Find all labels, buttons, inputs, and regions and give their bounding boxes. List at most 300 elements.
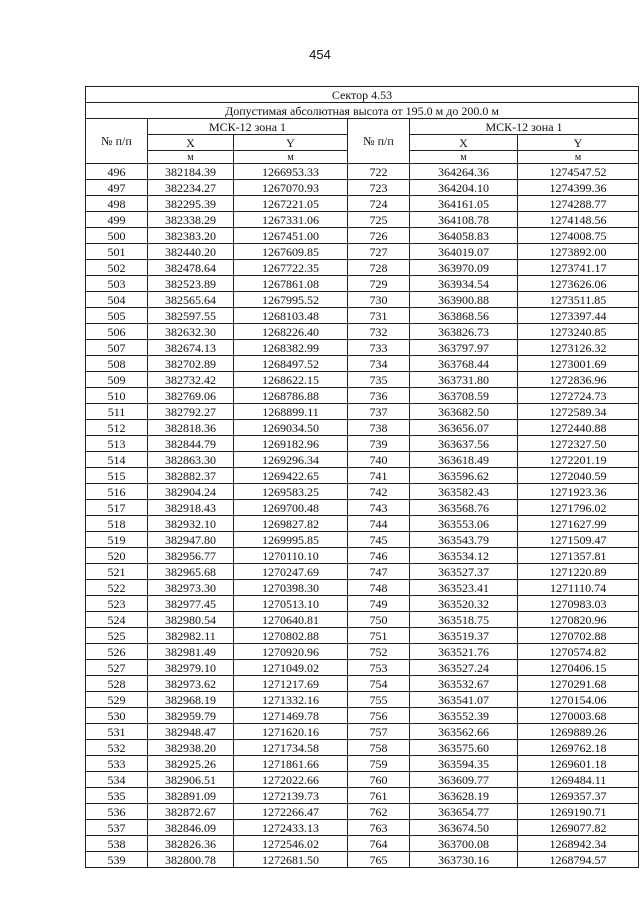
cell-y-coordinate: 1272724.73 xyxy=(518,388,639,404)
cell-point-number: 742 xyxy=(348,484,410,500)
cell-x-coordinate: 363609.77 xyxy=(410,772,518,788)
cell-x-coordinate: 363543.79 xyxy=(410,532,518,548)
cell-x-coordinate: 363534.12 xyxy=(410,548,518,564)
cell-x-coordinate: 364058.83 xyxy=(410,228,518,244)
cell-point-number: 520 xyxy=(86,548,148,564)
x-header-right: X xyxy=(410,135,518,151)
cell-point-number: 723 xyxy=(348,180,410,196)
cell-x-coordinate: 382906.51 xyxy=(148,772,234,788)
cell-y-coordinate: 1271469.78 xyxy=(234,708,348,724)
cell-x-coordinate: 382565.64 xyxy=(148,292,234,308)
x-header-left: X xyxy=(148,135,234,151)
cell-y-coordinate: 1267609.85 xyxy=(234,244,348,260)
cell-y-coordinate: 1270003.68 xyxy=(518,708,639,724)
cell-point-number: 729 xyxy=(348,276,410,292)
cell-point-number: 509 xyxy=(86,372,148,388)
table-row xyxy=(86,372,639,388)
cell-y-coordinate: 1272266.47 xyxy=(234,804,348,820)
cell-point-number: 732 xyxy=(348,324,410,340)
cell-y-coordinate: 1270574.82 xyxy=(518,644,639,660)
cell-point-number: 749 xyxy=(348,596,410,612)
cell-x-coordinate: 363541.07 xyxy=(410,692,518,708)
cell-y-coordinate: 1272440.88 xyxy=(518,420,639,436)
cell-x-coordinate: 382979.10 xyxy=(148,660,234,676)
cell-x-coordinate: 364264.36 xyxy=(410,164,518,180)
cell-y-coordinate: 1271217.69 xyxy=(234,676,348,692)
cell-x-coordinate: 382977.45 xyxy=(148,596,234,612)
cell-point-number: 533 xyxy=(86,756,148,772)
cell-x-coordinate: 382925.26 xyxy=(148,756,234,772)
cell-point-number: 502 xyxy=(86,260,148,276)
cell-point-number: 532 xyxy=(86,740,148,756)
cell-y-coordinate: 1269762.18 xyxy=(518,740,639,756)
cell-point-number: 500 xyxy=(86,228,148,244)
cell-y-coordinate: 1272139.73 xyxy=(234,788,348,804)
cell-y-coordinate: 1267331.06 xyxy=(234,212,348,228)
cell-x-coordinate: 363520.32 xyxy=(410,596,518,612)
cell-point-number: 497 xyxy=(86,180,148,196)
cell-point-number: 517 xyxy=(86,500,148,516)
unit-x-right: м xyxy=(410,151,518,164)
cell-y-coordinate: 1269077.82 xyxy=(518,820,639,836)
cell-x-coordinate: 382846.09 xyxy=(148,820,234,836)
cell-y-coordinate: 1270920.96 xyxy=(234,644,348,660)
cell-y-coordinate: 1271861.66 xyxy=(234,756,348,772)
cell-point-number: 750 xyxy=(348,612,410,628)
cell-y-coordinate: 1268942.34 xyxy=(518,836,639,852)
cell-point-number: 539 xyxy=(86,852,148,868)
cell-y-coordinate: 1267722.35 xyxy=(234,260,348,276)
cell-x-coordinate: 382826.36 xyxy=(148,836,234,852)
cell-point-number: 744 xyxy=(348,516,410,532)
cell-x-coordinate: 382973.30 xyxy=(148,580,234,596)
cell-x-coordinate: 363523.41 xyxy=(410,580,518,596)
cell-y-coordinate: 1272546.02 xyxy=(234,836,348,852)
unit-y-right: м xyxy=(518,151,639,164)
table-row xyxy=(86,628,639,644)
table-row xyxy=(86,276,639,292)
cell-x-coordinate: 363521.76 xyxy=(410,644,518,660)
zone-header-right: МСК-12 зона 1 xyxy=(410,119,639,135)
cell-y-coordinate: 1274148.56 xyxy=(518,212,639,228)
cell-x-coordinate: 363708.59 xyxy=(410,388,518,404)
cell-point-number: 762 xyxy=(348,804,410,820)
cell-y-coordinate: 1272589.34 xyxy=(518,404,639,420)
cell-y-coordinate: 1269034.50 xyxy=(234,420,348,436)
cell-y-coordinate: 1269889.26 xyxy=(518,724,639,740)
cell-y-coordinate: 1268794.57 xyxy=(518,852,639,868)
cell-y-coordinate: 1270640.81 xyxy=(234,612,348,628)
cell-y-coordinate: 1269190.71 xyxy=(518,804,639,820)
cell-point-number: 523 xyxy=(86,596,148,612)
table-row xyxy=(86,292,639,308)
cell-x-coordinate: 363730.16 xyxy=(410,852,518,868)
cell-x-coordinate: 382980.54 xyxy=(148,612,234,628)
cell-y-coordinate: 1273626.06 xyxy=(518,276,639,292)
cell-point-number: 530 xyxy=(86,708,148,724)
cell-y-coordinate: 1274399.36 xyxy=(518,180,639,196)
table-row xyxy=(86,356,639,372)
cell-point-number: 506 xyxy=(86,324,148,340)
cell-x-coordinate: 382702.89 xyxy=(148,356,234,372)
cell-point-number: 503 xyxy=(86,276,148,292)
cell-x-coordinate: 363674.50 xyxy=(410,820,518,836)
cell-point-number: 511 xyxy=(86,404,148,420)
cell-x-coordinate: 382918.43 xyxy=(148,500,234,516)
cell-y-coordinate: 1270291.68 xyxy=(518,676,639,692)
cell-y-coordinate: 1270513.10 xyxy=(234,596,348,612)
table-row xyxy=(86,500,639,516)
cell-y-coordinate: 1268497.52 xyxy=(234,356,348,372)
cell-y-coordinate: 1271332.16 xyxy=(234,692,348,708)
cell-x-coordinate: 382965.68 xyxy=(148,564,234,580)
cell-y-coordinate: 1270983.03 xyxy=(518,596,639,612)
cell-point-number: 536 xyxy=(86,804,148,820)
cell-point-number: 516 xyxy=(86,484,148,500)
cell-x-coordinate: 363970.09 xyxy=(410,260,518,276)
table-row xyxy=(86,340,639,356)
cell-point-number: 526 xyxy=(86,644,148,660)
table-row xyxy=(86,484,639,500)
cell-point-number: 499 xyxy=(86,212,148,228)
table-row xyxy=(86,404,639,420)
cell-point-number: 764 xyxy=(348,836,410,852)
cell-y-coordinate: 1272201.19 xyxy=(518,452,639,468)
cell-y-coordinate: 1273741.17 xyxy=(518,260,639,276)
cell-y-coordinate: 1272022.66 xyxy=(234,772,348,788)
cell-point-number: 529 xyxy=(86,692,148,708)
table-row xyxy=(86,756,639,772)
cell-x-coordinate: 382947.80 xyxy=(148,532,234,548)
page-number: 454 xyxy=(309,47,331,62)
cell-y-coordinate: 1269995.85 xyxy=(234,532,348,548)
table-row xyxy=(86,564,639,580)
cell-x-coordinate: 382295.39 xyxy=(148,196,234,212)
cell-x-coordinate: 382968.19 xyxy=(148,692,234,708)
cell-x-coordinate: 382383.20 xyxy=(148,228,234,244)
cell-y-coordinate: 1269700.48 xyxy=(234,500,348,516)
cell-y-coordinate: 1270406.15 xyxy=(518,660,639,676)
cell-y-coordinate: 1272327.50 xyxy=(518,436,639,452)
cell-y-coordinate: 1268103.48 xyxy=(234,308,348,324)
cell-y-coordinate: 1268382.99 xyxy=(234,340,348,356)
number-header-right: № п/п xyxy=(348,119,410,164)
cell-point-number: 760 xyxy=(348,772,410,788)
cell-x-coordinate: 382184.39 xyxy=(148,164,234,180)
cell-x-coordinate: 382800.78 xyxy=(148,852,234,868)
table-row xyxy=(86,596,639,612)
cell-x-coordinate: 363682.50 xyxy=(410,404,518,420)
cell-x-coordinate: 382844.79 xyxy=(148,436,234,452)
cell-point-number: 757 xyxy=(348,724,410,740)
cell-y-coordinate: 1273001.69 xyxy=(518,356,639,372)
cell-x-coordinate: 382956.77 xyxy=(148,548,234,564)
cell-point-number: 519 xyxy=(86,532,148,548)
cell-x-coordinate: 382234.27 xyxy=(148,180,234,196)
cell-point-number: 763 xyxy=(348,820,410,836)
cell-y-coordinate: 1273126.32 xyxy=(518,340,639,356)
cell-x-coordinate: 382973.62 xyxy=(148,676,234,692)
table-row xyxy=(86,580,639,596)
table-row xyxy=(86,820,639,836)
cell-x-coordinate: 382872.67 xyxy=(148,804,234,820)
table-row xyxy=(86,788,639,804)
cell-point-number: 525 xyxy=(86,628,148,644)
cell-x-coordinate: 363562.66 xyxy=(410,724,518,740)
table-row xyxy=(86,852,639,868)
cell-y-coordinate: 1272836.96 xyxy=(518,372,639,388)
cell-y-coordinate: 1268899.11 xyxy=(234,404,348,420)
table-row xyxy=(86,676,639,692)
cell-x-coordinate: 363596.62 xyxy=(410,468,518,484)
cell-point-number: 738 xyxy=(348,420,410,436)
table-row xyxy=(86,436,639,452)
table-row xyxy=(86,180,639,196)
cell-y-coordinate: 1271734.58 xyxy=(234,740,348,756)
table-row xyxy=(86,772,639,788)
cell-x-coordinate: 363618.49 xyxy=(410,452,518,468)
table-row xyxy=(86,612,639,628)
cell-y-coordinate: 1268786.88 xyxy=(234,388,348,404)
cell-x-coordinate: 382863.30 xyxy=(148,452,234,468)
cell-point-number: 735 xyxy=(348,372,410,388)
cell-y-coordinate: 1274008.75 xyxy=(518,228,639,244)
cell-x-coordinate: 363552.39 xyxy=(410,708,518,724)
cell-point-number: 512 xyxy=(86,420,148,436)
cell-x-coordinate: 382732.42 xyxy=(148,372,234,388)
cell-y-coordinate: 1268622.15 xyxy=(234,372,348,388)
cell-x-coordinate: 382938.20 xyxy=(148,740,234,756)
cell-x-coordinate: 382932.10 xyxy=(148,516,234,532)
cell-point-number: 513 xyxy=(86,436,148,452)
cell-y-coordinate: 1272433.13 xyxy=(234,820,348,836)
cell-x-coordinate: 363934.54 xyxy=(410,276,518,292)
cell-point-number: 731 xyxy=(348,308,410,324)
cell-x-coordinate: 363797.97 xyxy=(410,340,518,356)
cell-point-number: 518 xyxy=(86,516,148,532)
y-header-left: Y xyxy=(234,135,348,151)
cell-point-number: 528 xyxy=(86,676,148,692)
cell-x-coordinate: 382981.49 xyxy=(148,644,234,660)
cell-point-number: 737 xyxy=(348,404,410,420)
cell-point-number: 754 xyxy=(348,676,410,692)
sector-title: Сектор 4.53 xyxy=(86,87,639,103)
cell-y-coordinate: 1267070.93 xyxy=(234,180,348,196)
unit-x-left: м xyxy=(148,151,234,164)
table-row xyxy=(86,692,639,708)
cell-x-coordinate: 363826.73 xyxy=(410,324,518,340)
table-row xyxy=(86,516,639,532)
cell-x-coordinate: 364161.05 xyxy=(410,196,518,212)
cell-point-number: 751 xyxy=(348,628,410,644)
cell-y-coordinate: 1270820.96 xyxy=(518,612,639,628)
cell-point-number: 515 xyxy=(86,468,148,484)
cell-point-number: 758 xyxy=(348,740,410,756)
cell-point-number: 504 xyxy=(86,292,148,308)
cell-point-number: 743 xyxy=(348,500,410,516)
cell-point-number: 752 xyxy=(348,644,410,660)
cell-x-coordinate: 382338.29 xyxy=(148,212,234,228)
cell-y-coordinate: 1271220.89 xyxy=(518,564,639,580)
table-row xyxy=(86,308,639,324)
cell-x-coordinate: 382982.11 xyxy=(148,628,234,644)
cell-point-number: 524 xyxy=(86,612,148,628)
cell-x-coordinate: 363900.88 xyxy=(410,292,518,308)
cell-y-coordinate: 1274547.52 xyxy=(518,164,639,180)
table-row xyxy=(86,804,639,820)
cell-y-coordinate: 1267221.05 xyxy=(234,196,348,212)
cell-point-number: 522 xyxy=(86,580,148,596)
cell-x-coordinate: 382523.89 xyxy=(148,276,234,292)
cell-x-coordinate: 363768.44 xyxy=(410,356,518,372)
cell-point-number: 740 xyxy=(348,452,410,468)
cell-x-coordinate: 364108.78 xyxy=(410,212,518,228)
cell-x-coordinate: 363637.56 xyxy=(410,436,518,452)
cell-point-number: 736 xyxy=(348,388,410,404)
cell-y-coordinate: 1273240.85 xyxy=(518,324,639,340)
unit-y-left: м xyxy=(234,151,348,164)
cell-x-coordinate: 382948.47 xyxy=(148,724,234,740)
cell-y-coordinate: 1268226.40 xyxy=(234,324,348,340)
cell-point-number: 726 xyxy=(348,228,410,244)
cell-y-coordinate: 1273892.00 xyxy=(518,244,639,260)
cell-x-coordinate: 382440.20 xyxy=(148,244,234,260)
cell-x-coordinate: 363868.56 xyxy=(410,308,518,324)
table-row xyxy=(86,660,639,676)
cell-point-number: 725 xyxy=(348,212,410,228)
cell-y-coordinate: 1271049.02 xyxy=(234,660,348,676)
cell-x-coordinate: 363575.60 xyxy=(410,740,518,756)
cell-y-coordinate: 1271509.47 xyxy=(518,532,639,548)
cell-x-coordinate: 363628.19 xyxy=(410,788,518,804)
cell-y-coordinate: 1271110.74 xyxy=(518,580,639,596)
cell-y-coordinate: 1270154.06 xyxy=(518,692,639,708)
cell-point-number: 745 xyxy=(348,532,410,548)
cell-point-number: 756 xyxy=(348,708,410,724)
table-row xyxy=(86,228,639,244)
table-row xyxy=(86,644,639,660)
coordinates-table xyxy=(85,86,639,868)
cell-point-number: 730 xyxy=(348,292,410,308)
cell-y-coordinate: 1270802.88 xyxy=(234,628,348,644)
cell-x-coordinate: 363700.08 xyxy=(410,836,518,852)
cell-point-number: 501 xyxy=(86,244,148,260)
table-row xyxy=(86,724,639,740)
table-row xyxy=(86,740,639,756)
table-row xyxy=(86,708,639,724)
cell-x-coordinate: 363519.37 xyxy=(410,628,518,644)
cell-y-coordinate: 1270247.69 xyxy=(234,564,348,580)
table-row xyxy=(86,212,639,228)
table-row xyxy=(86,388,639,404)
cell-x-coordinate: 382792.27 xyxy=(148,404,234,420)
cell-x-coordinate: 363518.75 xyxy=(410,612,518,628)
cell-point-number: 728 xyxy=(348,260,410,276)
table-row xyxy=(86,836,639,852)
cell-x-coordinate: 363594.35 xyxy=(410,756,518,772)
cell-x-coordinate: 363527.37 xyxy=(410,564,518,580)
cell-y-coordinate: 1269182.96 xyxy=(234,436,348,452)
cell-y-coordinate: 1272681.50 xyxy=(234,852,348,868)
table-row xyxy=(86,468,639,484)
cell-point-number: 535 xyxy=(86,788,148,804)
cell-point-number: 727 xyxy=(348,244,410,260)
cell-x-coordinate: 382882.37 xyxy=(148,468,234,484)
cell-point-number: 505 xyxy=(86,308,148,324)
cell-point-number: 755 xyxy=(348,692,410,708)
cell-x-coordinate: 382904.24 xyxy=(148,484,234,500)
table-row xyxy=(86,548,639,564)
table-row xyxy=(86,260,639,276)
cell-point-number: 733 xyxy=(348,340,410,356)
table-row xyxy=(86,244,639,260)
cell-x-coordinate: 382674.13 xyxy=(148,340,234,356)
cell-y-coordinate: 1267995.52 xyxy=(234,292,348,308)
cell-point-number: 527 xyxy=(86,660,148,676)
cell-point-number: 761 xyxy=(348,788,410,804)
cell-point-number: 722 xyxy=(348,164,410,180)
cell-x-coordinate: 382478.64 xyxy=(148,260,234,276)
cell-point-number: 508 xyxy=(86,356,148,372)
cell-y-coordinate: 1270110.10 xyxy=(234,548,348,564)
cell-x-coordinate: 363582.43 xyxy=(410,484,518,500)
cell-x-coordinate: 364019.07 xyxy=(410,244,518,260)
cell-y-coordinate: 1273397.44 xyxy=(518,308,639,324)
cell-x-coordinate: 382818.36 xyxy=(148,420,234,436)
cell-y-coordinate: 1274288.77 xyxy=(518,196,639,212)
cell-point-number: 537 xyxy=(86,820,148,836)
number-header-left: № п/п xyxy=(86,119,148,164)
cell-y-coordinate: 1269601.18 xyxy=(518,756,639,772)
cell-point-number: 765 xyxy=(348,852,410,868)
cell-x-coordinate: 363654.77 xyxy=(410,804,518,820)
cell-point-number: 724 xyxy=(348,196,410,212)
cell-point-number: 747 xyxy=(348,564,410,580)
altitude-range: Допустимая абсолютная высота от 195.0 м до 200.0 м xyxy=(86,103,639,119)
cell-x-coordinate: 382891.09 xyxy=(148,788,234,804)
cell-point-number: 538 xyxy=(86,836,148,852)
cell-point-number: 753 xyxy=(348,660,410,676)
cell-point-number: 739 xyxy=(348,436,410,452)
cell-y-coordinate: 1271627.99 xyxy=(518,516,639,532)
zone-header-left: МСК-12 зона 1 xyxy=(148,119,348,135)
cell-x-coordinate: 382632.30 xyxy=(148,324,234,340)
cell-point-number: 496 xyxy=(86,164,148,180)
cell-point-number: 534 xyxy=(86,772,148,788)
cell-point-number: 734 xyxy=(348,356,410,372)
cell-point-number: 746 xyxy=(348,548,410,564)
cell-y-coordinate: 1272040.59 xyxy=(518,468,639,484)
y-header-right: Y xyxy=(518,135,639,151)
table-row xyxy=(86,452,639,468)
cell-point-number: 514 xyxy=(86,452,148,468)
cell-x-coordinate: 363731.80 xyxy=(410,372,518,388)
cell-x-coordinate: 382597.55 xyxy=(148,308,234,324)
cell-x-coordinate: 363527.24 xyxy=(410,660,518,676)
cell-y-coordinate: 1271923.36 xyxy=(518,484,639,500)
cell-y-coordinate: 1271357.81 xyxy=(518,548,639,564)
cell-y-coordinate: 1269357.37 xyxy=(518,788,639,804)
table-row xyxy=(86,164,639,180)
cell-y-coordinate: 1269484.11 xyxy=(518,772,639,788)
cell-y-coordinate: 1269827.82 xyxy=(234,516,348,532)
cell-point-number: 521 xyxy=(86,564,148,580)
cell-y-coordinate: 1270702.88 xyxy=(518,628,639,644)
cell-y-coordinate: 1270398.30 xyxy=(234,580,348,596)
cell-point-number: 741 xyxy=(348,468,410,484)
cell-y-coordinate: 1267451.00 xyxy=(234,228,348,244)
cell-point-number: 748 xyxy=(348,580,410,596)
